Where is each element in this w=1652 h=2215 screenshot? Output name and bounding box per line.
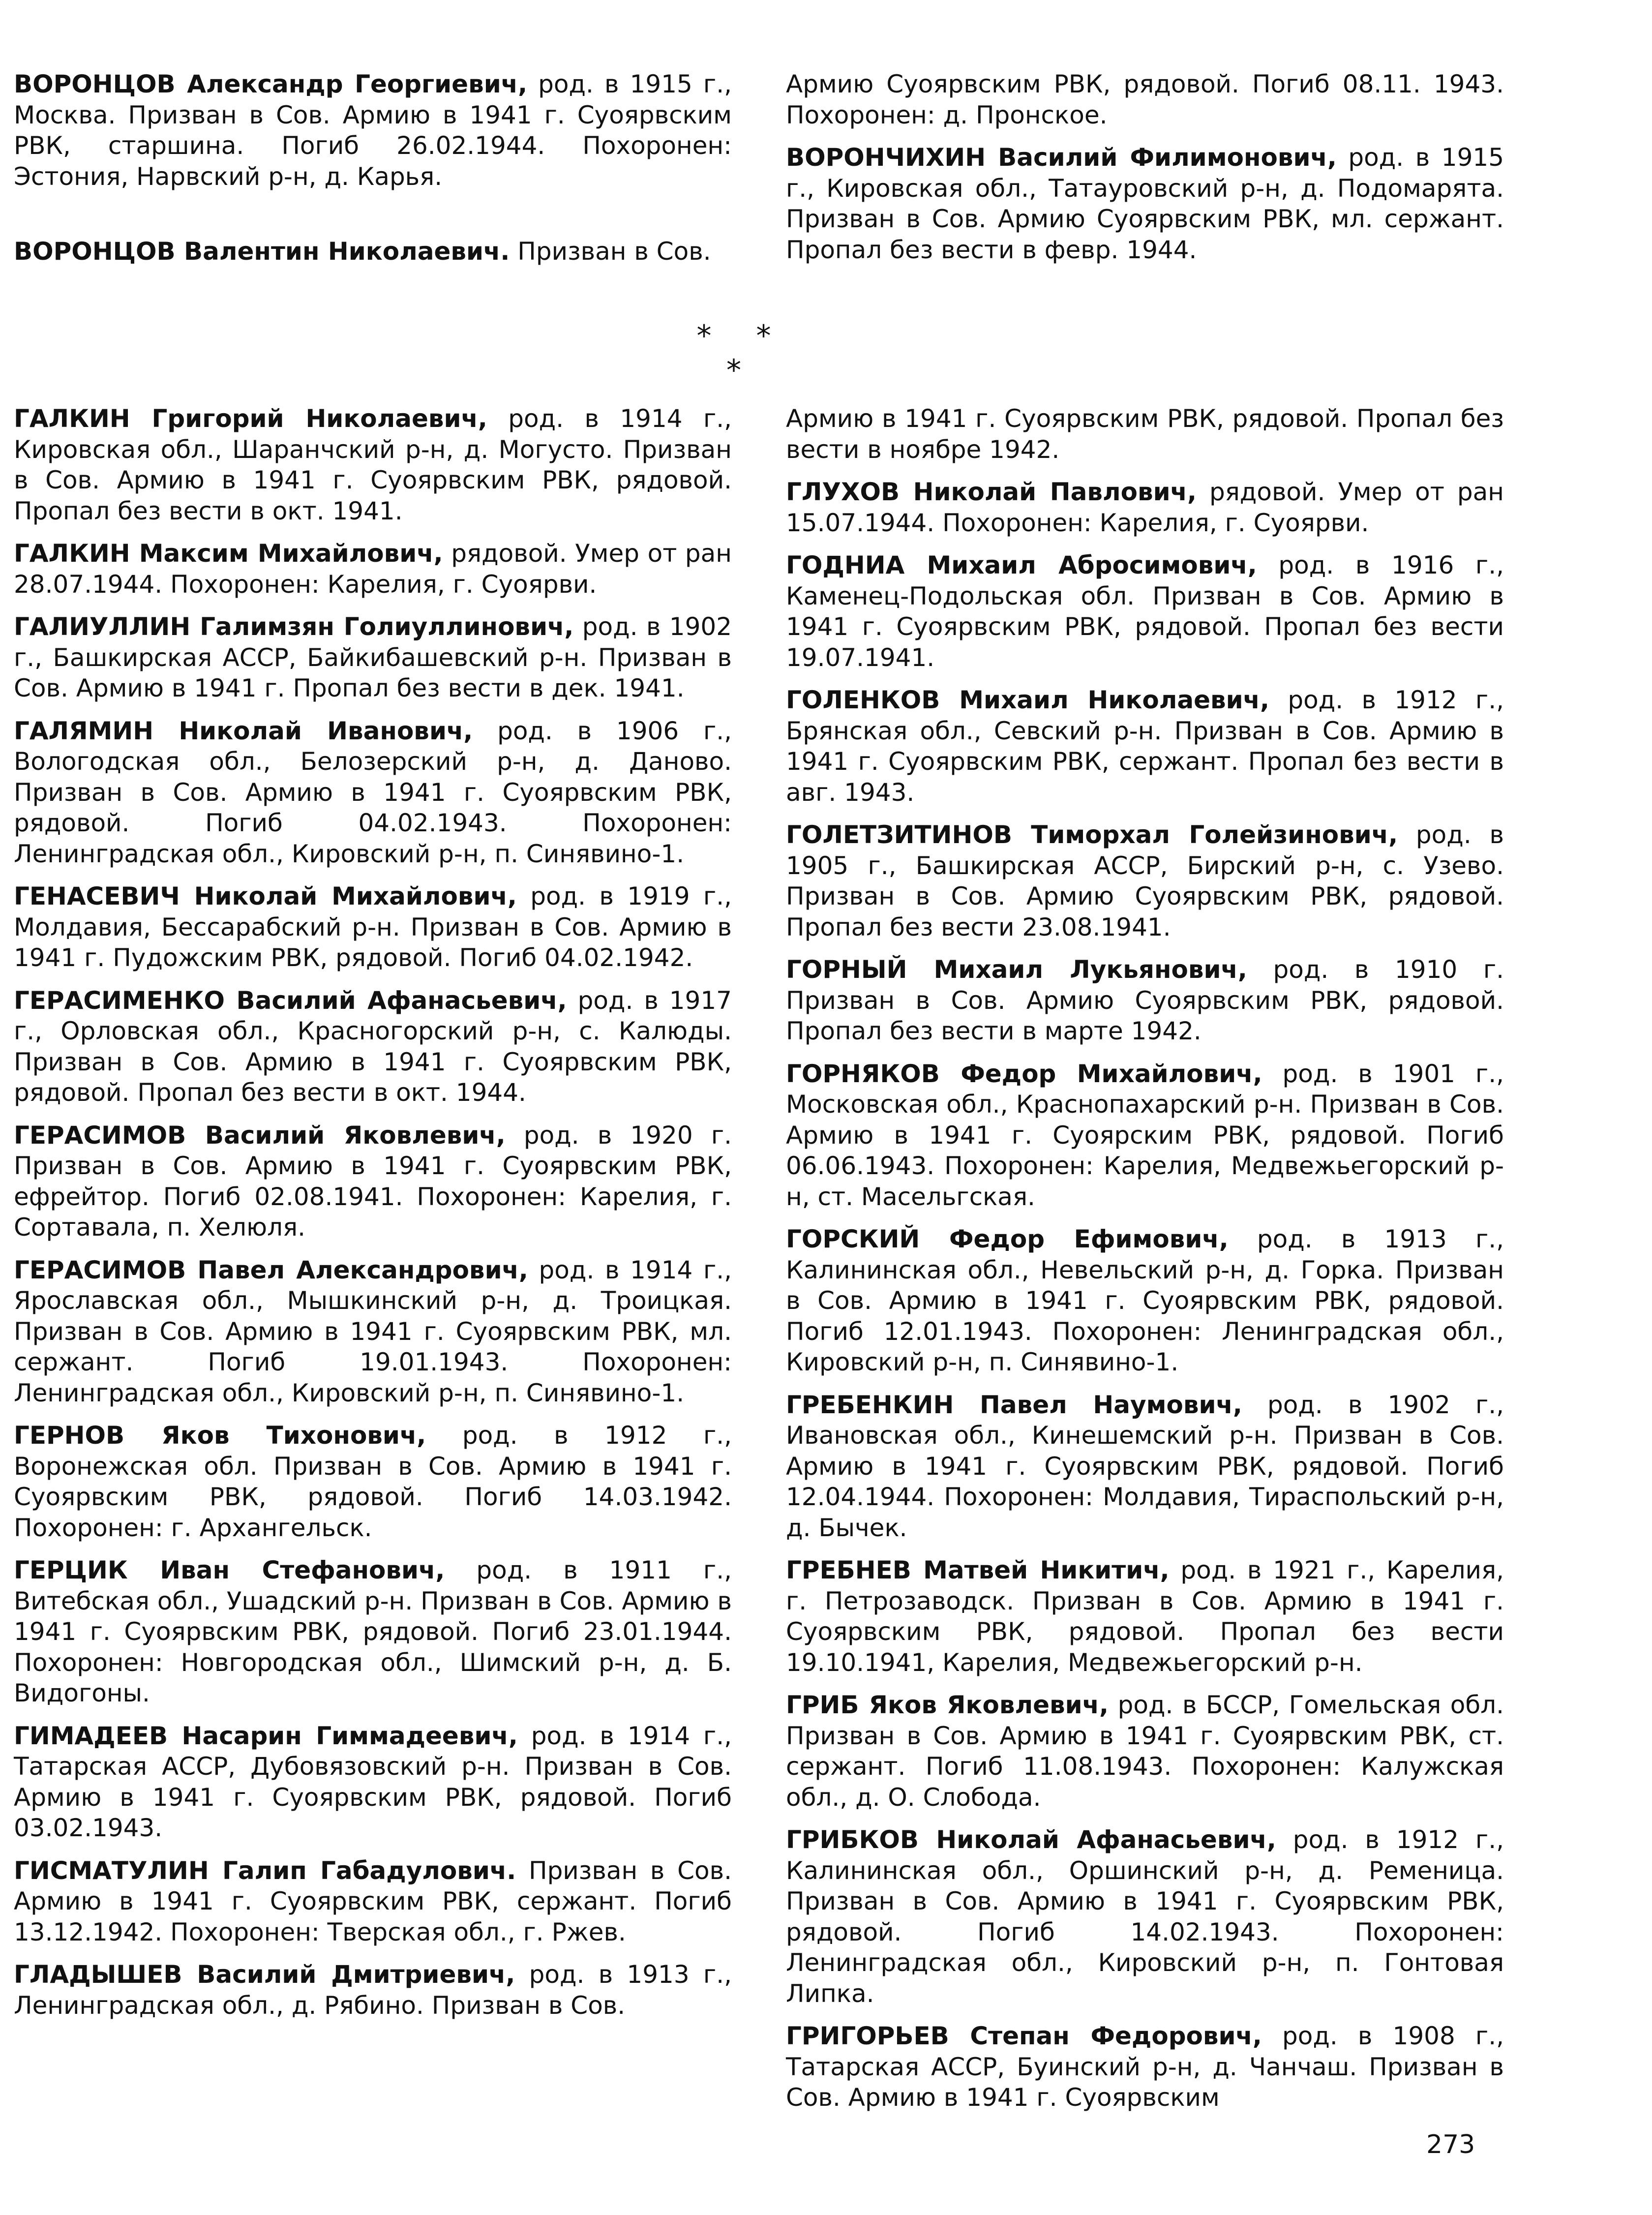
- page-number: 273: [1426, 2130, 1475, 2159]
- entry-name: ГАЛКИН Максим Михайлович,: [14, 539, 443, 568]
- entry-text: род. в 1912 г., Воронежская обл. Призван в Сов. Армию в 1941 г. Суоярвским РВК, рядовой. Погиб 14.03.1942. Похоронен: г. Архангельск.: [14, 1421, 732, 1542]
- entry-name: ГЕРНОВ Яков Тихонович,: [14, 1421, 426, 1450]
- list-item: [14, 538, 732, 600]
- list-item: [786, 685, 1504, 808]
- entry-text: род. в 1911 г., Витебская обл., Ушадский р-н. Призван в Сов. Армию в 1941 г. Суоярвским РВК, рядовой. Погиб 23.01.1944. Похоронен: Новгородская обл., Шимский р-н, д. Б. Видогоны.: [14, 1556, 732, 1707]
- list-item: [786, 1390, 1504, 1544]
- entry-name: ГЛАДЫШЕВ Василий Дмитриевич,: [14, 1960, 515, 1989]
- entry-text: род. в 1917 г., Орловская обл., Красногорский р-н, с. Калюды. Призван в Сов. Армию в 1941 г. Суоярвским РВК, рядовой. Пропал без вести в окт. 1944.: [14, 986, 732, 1107]
- entry-text: род. в 1914 г., Кировская обл., Шаранчский р-н, д. Могусто. Призван в Сов. Армию в 1941 г. Суоярвским РВК, рядовой. Пропал без вести в окт. 1941.: [14, 404, 732, 525]
- entry-name: ВОРОНЦОВ Валентин Николаевич.: [14, 237, 510, 266]
- entry-name: ГЕРАСИМОВ Павел Александрович,: [14, 1255, 528, 1284]
- entry-name: ВОРОНЦОВ Александр Георгиевич,: [14, 70, 528, 98]
- list-item: [14, 985, 732, 1108]
- entry-text: род. в 1902 г., Ивановская обл., Кинешемский р-н. Призван в Сов. Армию в 1941 г. Суоярвским РВК, рядовой. Погиб 12.04.1944. Похоронен: Молдавия, Тираспольский р-н, д. Бычек.: [786, 1390, 1504, 1542]
- entry-text: род. в 1920 г. Призван в Сов. Армию в 1941 г. Суоярвским РВК, ефрейтор. Погиб 02.08.1941. Похоронен: Карелия, г. Сортавала, п. Хелюля.: [14, 1121, 732, 1242]
- entry-text: род. в 1902 г., Башкирская АССР, Байкибашевский р-н. Призван в Сов. Армию в 1941 г. Пропал без вести в дек. 1941.: [14, 612, 732, 702]
- entry-name: ГОЛЕТЗИТИНОВ Тиморхал Голейзинович,: [786, 820, 1398, 849]
- entry-text: род. в 1901 г., Московская обл., Краснопахарский р-н. Призван в Сов. Армию в 1941 г. Суоярским РВК, рядовой. Погиб 06.06.1943. Похоронен: Карелия, Медвежьегорский р-н, ст. Масельгская.: [786, 1059, 1504, 1211]
- section-separator: * * *: [696, 319, 789, 388]
- entry-text: род. в 1908 г., Татарская АССР, Буинский р-н, д. Чанчаш. Призван в Сов. Армию в 1941 г. Суоярвским: [786, 2022, 1504, 2112]
- entry-text: род. в 1915 г., Москва. Призван в Сов. Армию в 1941 г. Суоярвским РВК, старшина. Погиб 26.02.1944. Похоронен: Эстония, Нарвский р-н, д. Карья.: [14, 70, 732, 191]
- entry-text: рядовой. Умер от ран 15.07.1944. Похоронен: Карелия, г. Суоярви.: [786, 478, 1504, 537]
- entry-name: ВОРОНЧИХИН Василий Филимонович,: [786, 143, 1337, 172]
- list-item: [786, 819, 1504, 942]
- entry-text: Призван в Сов.: [510, 237, 711, 266]
- entry-text: род. в 1919 г., Молдавия, Бессарабский р-н. Призван в Сов. Армию в 1941 г. Пудожским РВК, рядовой. Погиб 04.02.1942.: [14, 882, 732, 972]
- entry-name: ГОРНЯКОВ Федор Михайлович,: [786, 1059, 1262, 1088]
- entry-text: рядовой. Умер от ран 28.07.1944. Похоронен: Карелия, г. Суоярви.: [14, 539, 732, 599]
- section1-left-column: [14, 69, 732, 279]
- entry-text: род. в 1912 г., Брянская обл., Севский р-н. Призван в Сов. Армию в 1941 г. Суоярвским РВК, сержант. Пропал без вести в авг. 1943.: [786, 686, 1504, 807]
- entry-name: ГИМАДЕЕВ Насарин Гиммадеевич,: [14, 1721, 518, 1750]
- list-item: [14, 1721, 732, 1844]
- list-item: [786, 1555, 1504, 1678]
- list-item: [786, 477, 1504, 538]
- entry-name: ГРЕБНЕВ Матвей Никитич,: [786, 1556, 1170, 1584]
- entry-name: ГИСМАТУЛИН Галип Габадулович.: [14, 1856, 516, 1885]
- list-item: [786, 403, 1504, 465]
- entry-text: род. в 1910 г. Призван в Сов. Армию Суоярвским РВК, рядовой. Пропал без вести в марте 1942.: [786, 955, 1504, 1045]
- entry-name: ГЕНАСЕВИЧ Николай Михайлович,: [14, 882, 517, 910]
- entry-name: ГЕРАСИМОВ Василий Яковлевич,: [14, 1121, 506, 1150]
- entry-name: ГОРНЫЙ Михаил Лукьянович,: [786, 955, 1247, 984]
- list-item: [14, 881, 732, 973]
- list-item: [14, 1855, 732, 1948]
- entry-name: ГРЕБЕНКИН Павел Наумович,: [786, 1390, 1242, 1419]
- entry-name: ГАЛИУЛЛИН Галимзян Голиуллинович,: [14, 612, 574, 641]
- section2-left-column: [14, 403, 732, 2033]
- entry-text: род. в 1914 г., Татарская АССР, Дубовязовский р-н. Призван в Сов. Армию в 1941 г. Суоярвским РВК, рядовой. Погиб 03.02.1943.: [14, 1721, 732, 1842]
- entry-name: ГОРСКИЙ Федор Ефимович,: [786, 1225, 1229, 1253]
- list-item: [786, 69, 1504, 130]
- entry-text: род. в 1921 г., Карелия, г. Петрозаводск. Призван в Сов. Армию в 1941 г. Суоярвским РВК, рядовой. Пропал без вести 19.10.1941, Карелия, Медвежьегорский р-н.: [786, 1556, 1504, 1677]
- list-item: [14, 716, 732, 870]
- list-item: [786, 550, 1504, 673]
- entry-text: род. в БССР, Гомельская обл. Призван в Сов. Армию в 1941 г. Суоярвским РВК, ст. сержант. Погиб 11.08.1943. Похоронен: Калужская обл., д. О. Слобода.: [786, 1691, 1504, 1812]
- entry-name: ГАЛЯМИН Николай Иванович,: [14, 716, 473, 745]
- entry-name: ГРИБ Яков Яковлевич,: [786, 1691, 1109, 1719]
- list-item: [14, 403, 732, 526]
- entry-name: ГОДНИА Михаил Абросимович,: [786, 551, 1257, 579]
- list-item: [14, 236, 732, 267]
- list-item: [14, 69, 732, 192]
- list-item: [786, 1690, 1504, 1813]
- entry-text: род. в 1913 г., Ленинградская обл., д. Рябино. Призван в Сов.: [14, 1960, 732, 2020]
- entry-text: род. в 1905 г., Башкирская АССР, Бирский р-н, с. Узево. Призван в Сов. Армию Суоярвским РВК, рядовой. Пропал без вести 23.08.1941.: [786, 820, 1504, 941]
- list-item: [14, 1120, 732, 1243]
- list-item: [14, 1255, 732, 1409]
- list-item: [786, 1824, 1504, 2009]
- entry-name: ГРИБКОВ Николай Афанасьевич,: [786, 1825, 1276, 1854]
- entry-text: Армию в 1941 г. Суоярвским РВК, рядовой. Пропал без вести в ноябре 1942.: [786, 404, 1504, 464]
- entry-name: ГЛУХОВ Николай Павлович,: [786, 478, 1197, 506]
- entry-text: род. в 1913 г., Калининская обл., Невельский р-н, д. Горка. Призван в Сов. Армию в 1941 г. Суоярвским РВК, рядовой. Погиб 12.01.1943. Похоронен: Ленинградская обл., Кировский р-н, п. Синявино-1.: [786, 1225, 1504, 1376]
- entry-text: род. в 1914 г., Ярославская обл., Мышкинский р-н, д. Троицкая. Призван в Сов. Армию в 1941 г. Суоярвским РВК, мл. сержант. Погиб 19.01.1943. Похоронен: Ленинградская обл., Кировский р-н, п. Синявино-1.: [14, 1255, 732, 1407]
- section1-right-column: [786, 69, 1504, 277]
- list-item: [786, 142, 1504, 265]
- list-item: [14, 611, 732, 704]
- list-item: [14, 1555, 732, 1709]
- entry-text: род. в 1912 г., Калининская обл., Оршинский р-н, д. Ременица. Призван в Сов. Армию в 1941 г. Суоярвским РВК, рядовой. Погиб 14.02.1943. Похоронен: Ленинградская обл., Кировский р-н, п. Гонтовая Липка.: [786, 1825, 1504, 2008]
- list-item: [786, 1224, 1504, 1378]
- section2-right-column: [786, 403, 1504, 2125]
- entry-text: Армию Суоярвским РВК, рядовой. Погиб 08.11. 1943. Похоронен: д. Пронское.: [786, 70, 1504, 129]
- list-item: [14, 1420, 732, 1543]
- entry-text: Призван в Сов. Армию в 1941 г. Суоярвским РВК, сержант. Погиб 13.12.1942. Похоронен: Тверская обл., г. Ржев.: [14, 1856, 732, 1946]
- entry-name: ГРИГОРЬЕВ Степан Федорович,: [786, 2022, 1262, 2050]
- entry-name: ГОЛЕНКОВ Михаил Николаевич,: [786, 686, 1269, 714]
- entry-name: ГАЛКИН Григорий Николаевич,: [14, 404, 487, 433]
- list-item: [786, 1059, 1504, 1213]
- entry-name: ГЕРЦИК Иван Стефанович,: [14, 1556, 445, 1584]
- entry-name: ГЕРАСИМЕНКО Василий Афанасьевич,: [14, 986, 567, 1015]
- entry-text: род. в 1916 г., Каменец-Подольская обл. Призван в Сов. Армию в 1941 г. Суоярвским РВК, рядовой. Пропал без вести 19.07.1941.: [786, 551, 1504, 672]
- list-item: [14, 1959, 732, 2021]
- list-item: [786, 2021, 1504, 2113]
- list-item: [786, 954, 1504, 1047]
- entry-text: род. в 1915 г., Кировская обл., Татауровский р-н, д. Подомарята. Призван в Сов. Армию Суоярвским РВК, мл. сержант. Пропал без вести в февр. 1944.: [786, 143, 1504, 264]
- entry-text: род. в 1906 г., Вологодская обл., Белозерский р-н, д. Даново. Призван в Сов. Армию в 1941 г. Суоярвским РВК, рядовой. Погиб 04.02.1943. Похоронен: Ленинградская обл., Кировский р-н, п. Синявино-1.: [14, 716, 732, 868]
